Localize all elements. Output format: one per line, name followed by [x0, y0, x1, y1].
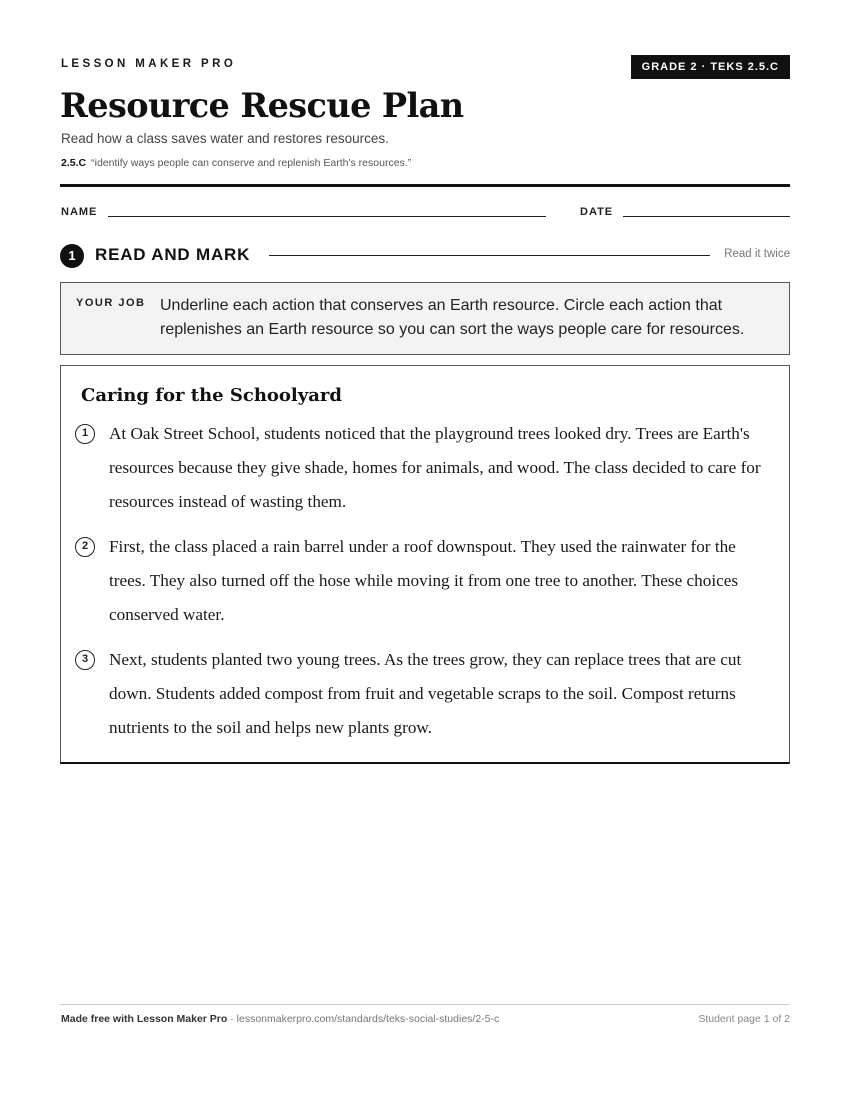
- date-label: DATE: [580, 206, 614, 218]
- section-title: READ AND MARK: [95, 245, 251, 264]
- paragraph-number: 1: [75, 424, 95, 444]
- paragraph-text: At Oak Street School, students noticed that the playground trees looked dry. Trees are Earth's resources because they give shade, homes for animals, and wood. The class decided to care for resources instead of wasting them.: [109, 424, 761, 511]
- section-number-badge: 1: [60, 244, 84, 268]
- job-box: [60, 282, 790, 355]
- date-field[interactable]: [623, 216, 790, 217]
- paragraph-text: Next, students planted two young trees. As the trees grow, they can replace trees that are cut down. Students added compost from fruit and vegetable scraps to the soil. Compost returns nutrients to the soil and helps new plants grow.: [109, 650, 742, 737]
- page-indicator: Student page 1 of 2: [698, 1013, 790, 1025]
- section-note: Read it twice: [724, 248, 790, 260]
- footer-credit: [61, 1013, 499, 1025]
- name-field[interactable]: [108, 216, 546, 217]
- standard-code: 2.5.C: [61, 157, 87, 169]
- section-header: [60, 243, 790, 267]
- standard-line: [61, 157, 411, 169]
- footer-url[interactable]: · lessonmakerpro.com/standards/teks-social-studies/2-5-c: [227, 1013, 500, 1025]
- section-divider: [269, 255, 710, 256]
- paragraph-number: 2: [75, 537, 95, 557]
- job-instructions: Underline each action that conserves an Earth resource. Circle each action that replenishes an Earth resource so you can sort the ways people care for resources.: [160, 297, 745, 338]
- footer-divider: [60, 1004, 790, 1005]
- job-label: YOUR JOB: [76, 297, 146, 309]
- name-label: NAME: [61, 206, 98, 218]
- paragraph-number: 3: [75, 650, 95, 670]
- brand-name: LESSON MAKER PRO: [61, 58, 237, 70]
- paragraph-text: First, the class placed a rain barrel under a roof downspout. They used the rainwater for the trees. They also turned off the hose while moving it from one tree to another. These choices conserved water.: [109, 537, 739, 624]
- header-divider: [60, 184, 790, 187]
- footer-brand: Made free with Lesson Maker Pro: [61, 1013, 228, 1025]
- standard-text: “identify ways people can conserve and replenish Earth's resources.”: [91, 157, 412, 169]
- story-box: [60, 365, 790, 764]
- page-title: Resource Rescue Plan: [60, 86, 464, 125]
- grade-badge: GRADE 2 · TEKS 2.5.C: [631, 55, 790, 79]
- page-subtitle: Read how a class saves water and restores resources.: [61, 131, 389, 146]
- story-title: Caring for the Schoolyard: [81, 385, 342, 406]
